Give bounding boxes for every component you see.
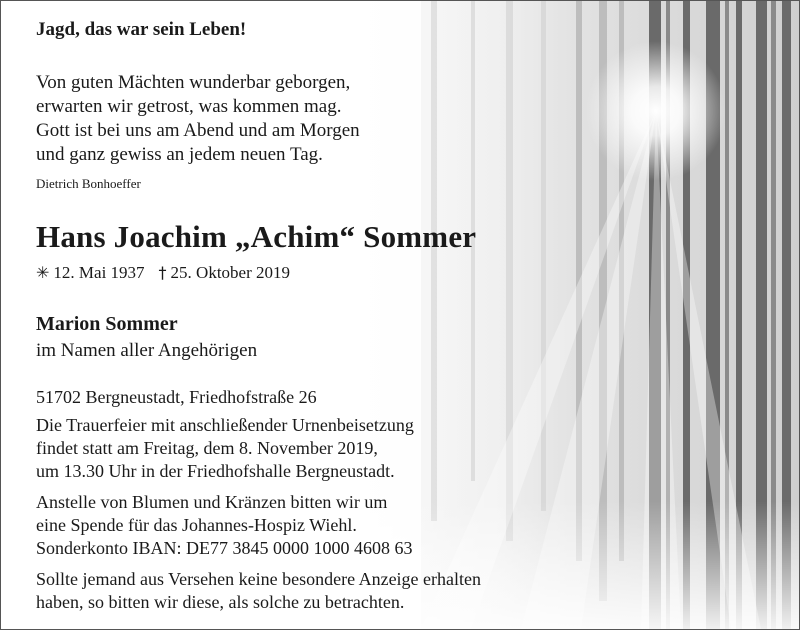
birth-star-icon: ✳ <box>36 263 50 282</box>
funeral-line: Die Trauerfeier mit anschließender Urnenbeisetzung <box>36 415 414 435</box>
death-date: 25. Oktober 2019 <box>170 263 291 282</box>
death-cross-icon: † <box>158 263 167 282</box>
signatory-subline: im Namen aller Angehörigen <box>36 340 258 361</box>
notice-line: Sollte jemand aus Versehen keine besondere Anzeige erhalten <box>36 569 482 589</box>
motto-heading: Jagd, das war sein Leben! <box>36 19 247 40</box>
birth-date: 12. Mai 1937 <box>53 263 145 282</box>
notice-info <box>36 568 481 614</box>
mourning-address: 51702 Bergneustadt, Friedhofstraße 26 <box>36 387 317 407</box>
deceased-name: Hans Joachim „Achim“ Sommer <box>36 219 477 254</box>
donation-line: eine Spende für das Johannes-Hospiz Wiehl. <box>36 515 357 535</box>
notice-line: haben, so bitten wir diese, als solche zu betrachten. <box>36 592 405 612</box>
poem-line: Von guten Mächten wunderbar geborgen, <box>36 72 351 93</box>
signatory-name: Marion Sommer <box>36 313 178 335</box>
donation-line: Sonderkonto IBAN: DE77 3845 0000 1000 4608 63 <box>36 538 413 558</box>
poem-line: und ganz gewiss an jedem neuen Tag. <box>36 144 323 165</box>
donation-info <box>36 491 413 560</box>
poem-line: Gott ist bei uns am Abend und am Morgen <box>36 120 360 141</box>
donation-line: Anstelle von Blumen und Kränzen bitten wir um <box>36 492 388 512</box>
funeral-line: findet statt am Freitag, dem 8. November 2019, <box>36 438 378 458</box>
funeral-line: um 13.30 Uhr in der Friedhofshalle Bergneustadt. <box>36 461 395 481</box>
life-dates <box>36 263 290 283</box>
poem-quote <box>36 71 360 167</box>
funeral-info <box>36 414 414 483</box>
poem-line: erwarten wir getrost, was kommen mag. <box>36 96 342 117</box>
poem-author: Dietrich Bonhoeffer <box>36 176 141 191</box>
